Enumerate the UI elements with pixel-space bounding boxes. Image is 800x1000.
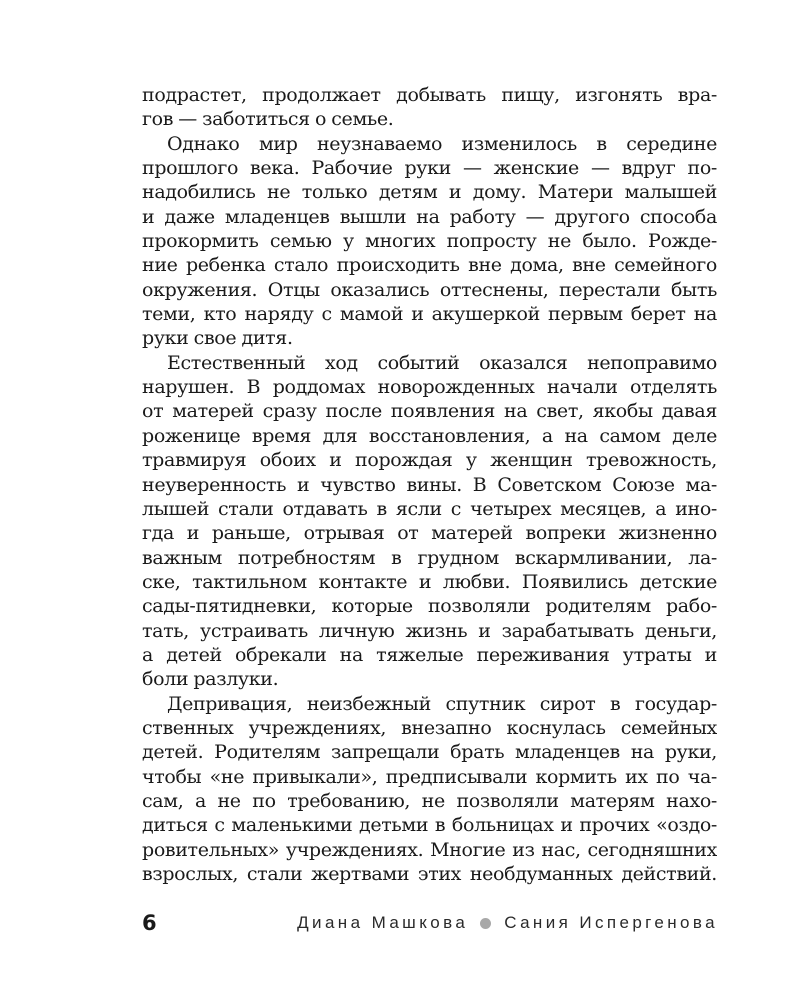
text-line: сады-пятидневки, которые позволяли родителям рабо- xyxy=(142,595,717,618)
text-line: гов — заботиться о семье. xyxy=(142,108,394,131)
text-line: диться с маленькими детьми в больницах и прочих «оздо- xyxy=(142,814,717,837)
text-line: и даже младенцев вышли на работу — другого способа xyxy=(142,205,717,228)
text-line: неуверенность и чувство вины. В Советском Союзе ма- xyxy=(142,473,717,496)
text-line: Депривация, неизбежный спутник сирот в государ- xyxy=(167,692,717,715)
text-line: лышей стали отдавать в ясли с четырех месяцев, а ино- xyxy=(142,497,717,520)
body-text xyxy=(142,83,717,886)
text-line: взрослых, стали жертвами этих необдуманных действий. xyxy=(142,863,717,885)
author-name-1: Диана Машкова xyxy=(297,913,469,932)
text-line: прошлого века. Рабочие руки — женские — вдруг по- xyxy=(142,157,717,180)
page-number: 6 xyxy=(142,911,157,935)
text-line: чтобы «не привыкали», предписывали кормить их по ча- xyxy=(142,765,717,788)
text-line: прокормить семью у многих попросту не было. Рожде- xyxy=(142,230,717,253)
text-line: боли разлуки. xyxy=(142,668,279,691)
separator-dot-icon xyxy=(480,918,491,929)
text-line: ственных учреждениях, внезапно коснулась семейных xyxy=(142,716,717,739)
text-line: ровительных» учреждениях. Многие из нас, сегодняшних xyxy=(142,838,717,861)
text-line: ние ребенка стало происходить вне дома, вне семейного xyxy=(142,254,717,277)
text-line: гда и раньше, отрывая от матерей вопреки жизненно xyxy=(142,522,717,545)
text-line: надобились не только детям и дому. Матери малышей xyxy=(142,181,717,204)
author-name-2: Сания Испергенова xyxy=(504,913,718,932)
text-line: сам, а не по требованию, не позволяли матерям нахо- xyxy=(142,789,717,812)
text-line: Однако мир неузнаваемо изменилось в середине xyxy=(167,132,717,155)
text-line: от матерей сразу после появления на свет, якобы давая xyxy=(142,400,717,423)
page-footer xyxy=(142,908,718,938)
text-line: Естественный ход событий оказался непоправимо xyxy=(167,351,717,374)
text-line: ске, тактильном контакте и любви. Появились детские xyxy=(142,570,717,593)
text-line: травмируя обоих и порождая у женщин тревожность, xyxy=(142,449,717,472)
text-line: подрастет, продолжает добывать пищу, изгонять вра- xyxy=(142,84,717,106)
text-line: важным потребностям в грудном вскармливании, ла- xyxy=(142,546,717,569)
text-line: теми, кто наряду с мамой и акушеркой первым берет на xyxy=(142,303,717,326)
text-line: руки свое дитя. xyxy=(142,327,293,350)
text-line: детей. Родителям запрещали брать младенцев на руки, xyxy=(142,741,717,764)
text-line: а детей обрекали на тяжелые переживания утраты и xyxy=(142,643,717,666)
text-line: окружения. Отцы оказались оттеснены, перестали быть xyxy=(142,278,717,301)
text-line: тать, устраивать личную жизнь и зарабатывать деньги, xyxy=(142,619,717,642)
text-line: нарушен. В роддомах новорожденных начали отделять xyxy=(142,376,717,399)
running-footer-authors xyxy=(297,913,718,933)
text-line: роженице время для восстановления, а на самом деле xyxy=(142,424,717,447)
